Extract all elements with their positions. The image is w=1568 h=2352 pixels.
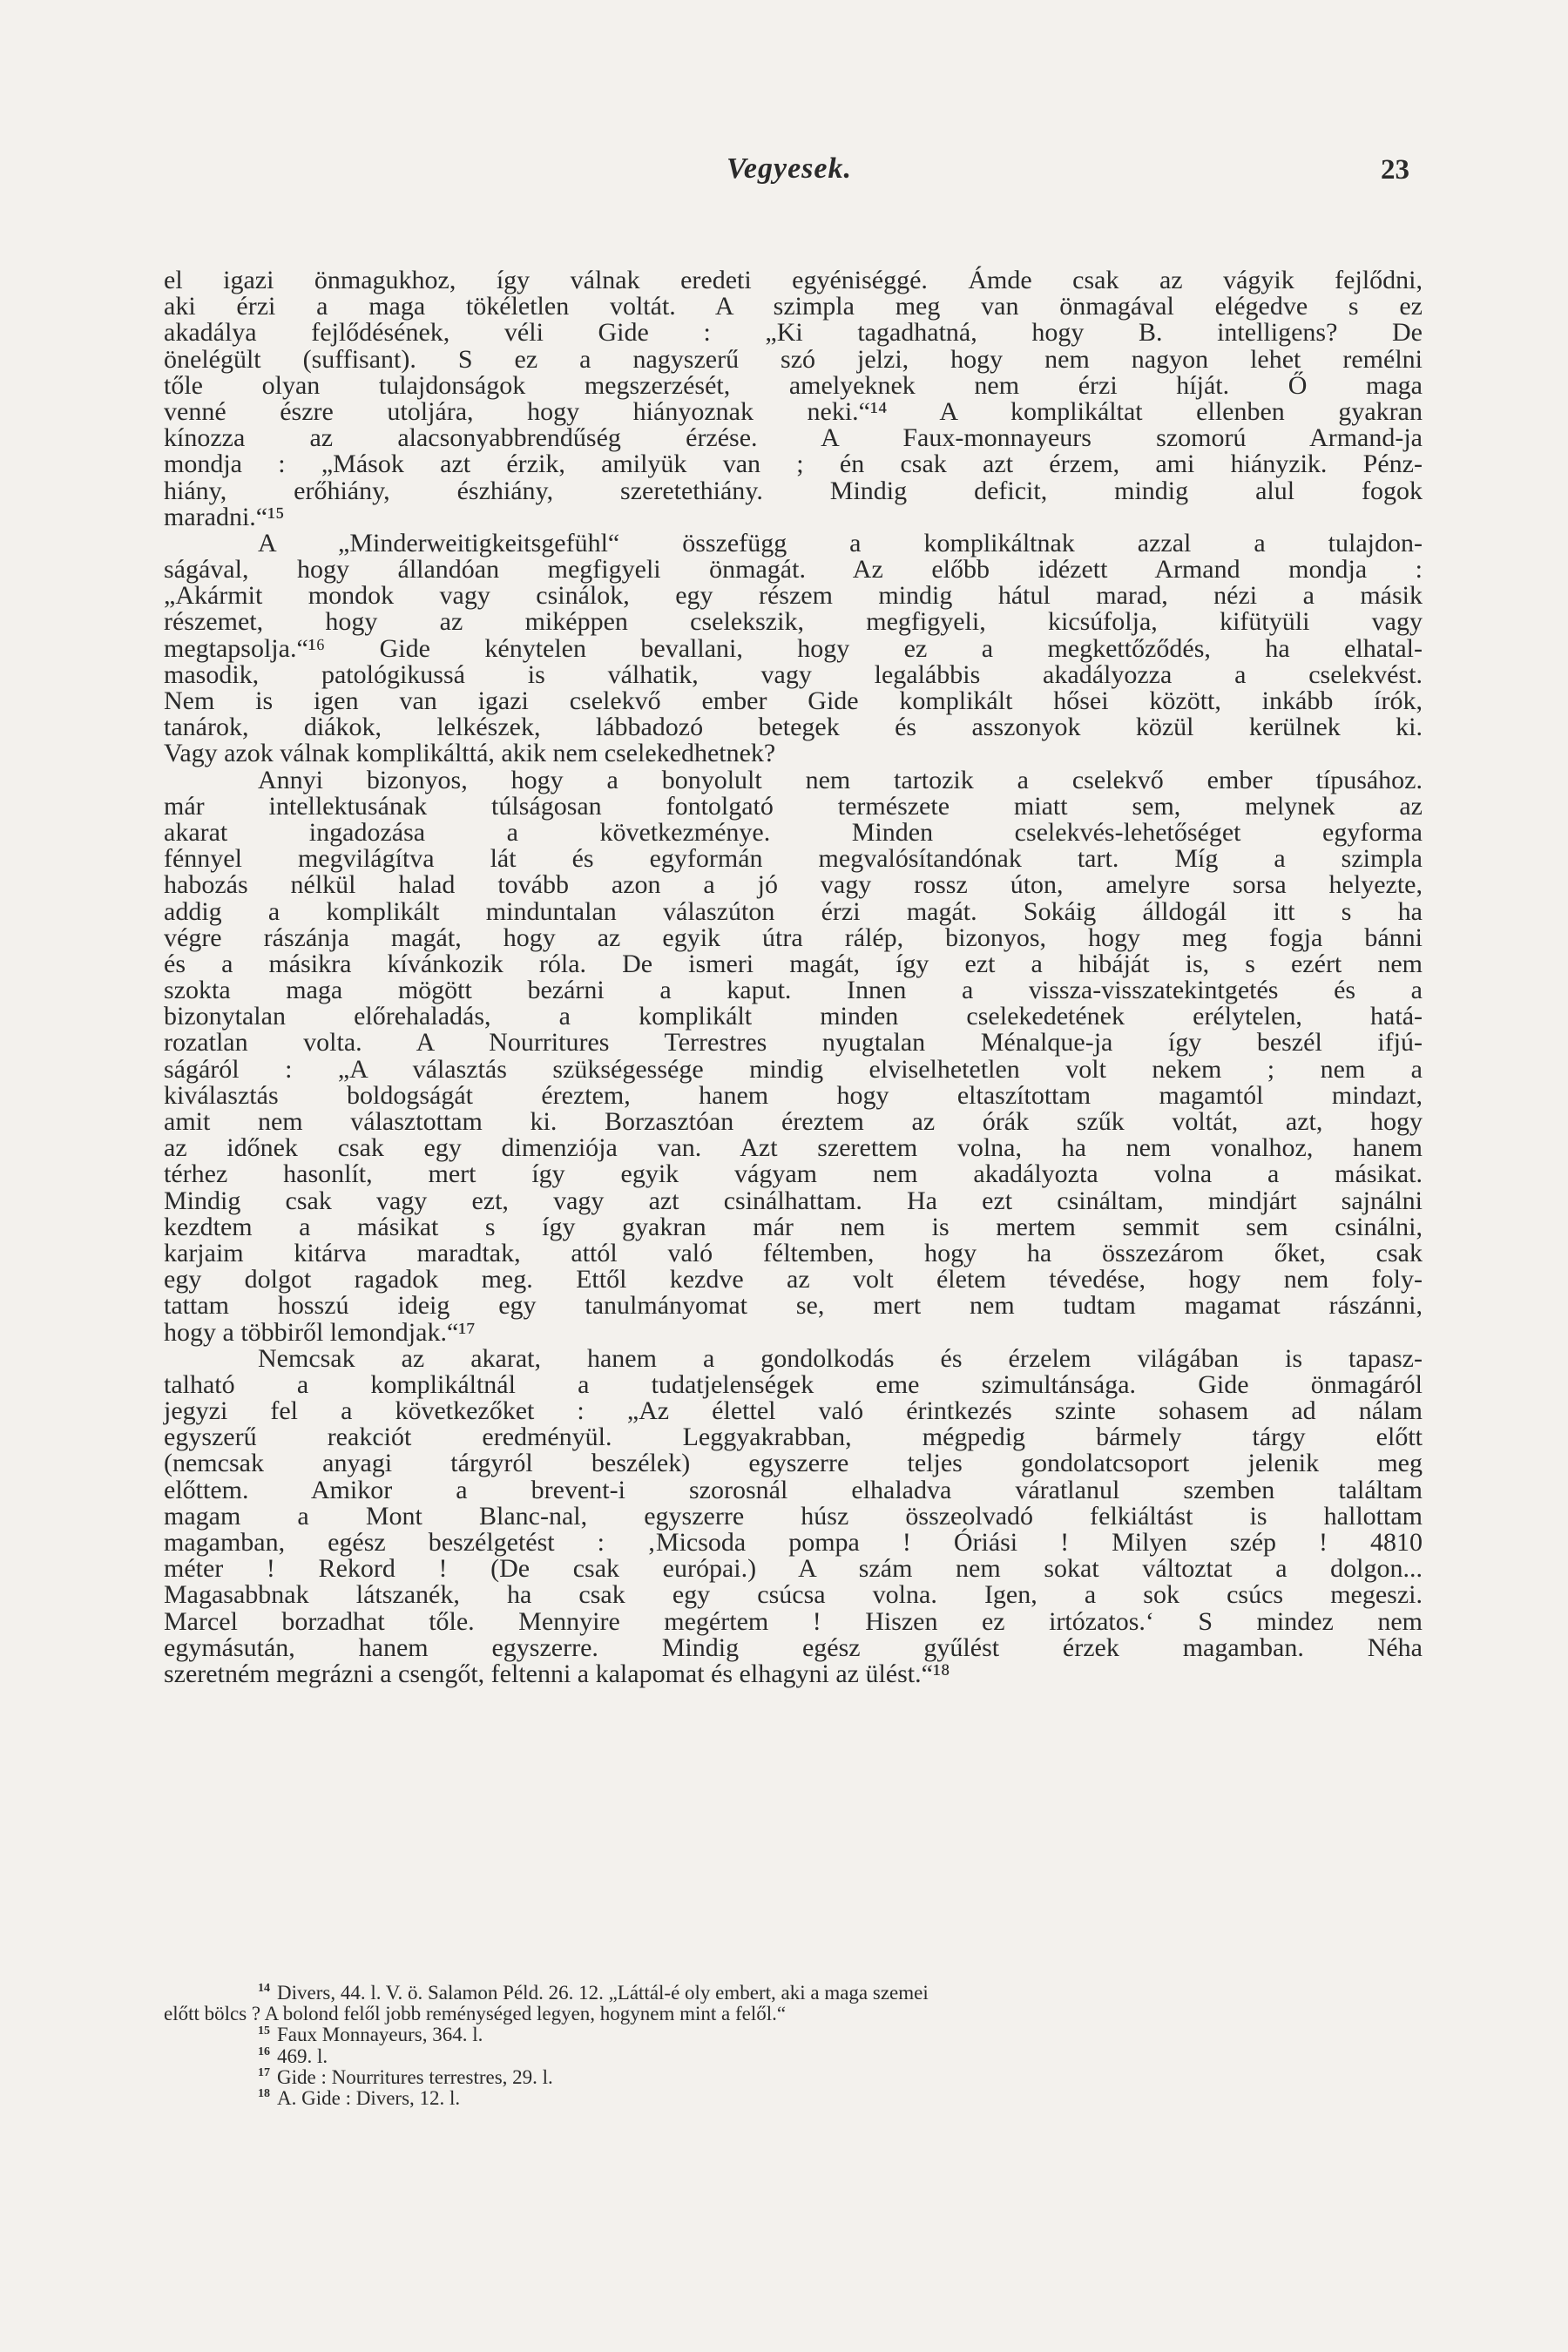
text-line: akadálya fejlődésének, véli Gide : „Ki tagadhatná, hogy B. intelligens? De — [164, 318, 1423, 348]
text-line: előttem. Amikor a brevent-i szorosnál elhaladva váratlanul szemben találtam — [164, 1475, 1423, 1504]
footnote — [164, 2088, 1423, 2109]
text-line: akarat ingadozása a következménye. Minden cselekvés-lehetőséget egyforma — [164, 817, 1423, 847]
text-line: Annyi bizonyos, hogy a bonyolult nem tartozik a cselekvő ember típusához. — [258, 765, 1423, 794]
text-line: jegyzi fel a következőket : „Az élettel való érintkezés szinte sohasem ad nálam — [164, 1396, 1423, 1426]
text-line: tanárok, diákok, lelkészek, lábbadozó betegek és asszonyok közül kerülnek ki. — [164, 713, 1423, 742]
text-line: el igazi önmagukhoz, így válnak eredeti egyéniséggé. Ámde csak az vágyik fejlődni, — [164, 266, 1423, 294]
text-line: A „Minderweitigkeitsgefühl“ összefügg a komplikáltnak azzal a tulajdon- — [258, 528, 1423, 558]
footnote-text: A. Gide : Divers, 12. l. — [277, 2086, 461, 2109]
text-line: egymásután, hanem egyszerre. Mindig egész gyűlést érzek magamban. Néha — [164, 1632, 1423, 1662]
text-line: és a másikra kívánkozik róla. De ismeri magát, így ezt a hibáját is, s ezért nem — [164, 949, 1423, 978]
text-line: habozás nélkül halad tovább azon a jó vagy rossz úton, amelyre sorsa helyezte, — [164, 870, 1423, 900]
text-line: aki érzi a maga tökéletlen voltát. A szimpla meg van önmagával elégedve s ez — [164, 292, 1423, 321]
header-title: Vegyesek. — [727, 152, 853, 185]
footnote — [164, 2004, 1423, 2024]
footnote-number: 15 — [258, 2024, 270, 2038]
text-line: kínozza az alacsonyabbrendűség érzése. A Faux-monnayeurs szomorú Armand-ja — [164, 423, 1423, 453]
text-line: magamban, egész beszélgetést : ‚Micsoda pompa ! Óriási ! Milyen szép ! 4810 — [164, 1528, 1423, 1557]
text-line: karjaim kitárva maradtak, attól való féltemben, hogy ha összezárom őket, csak — [164, 1238, 1423, 1267]
text-line: már intellektusának túlságosan fontolgató természete miatt sem, melynek az — [164, 791, 1423, 821]
text-line: az időnek csak egy dimenziója van. Azt szerettem volna, ha nem vonalhoz, hanem — [164, 1133, 1423, 1163]
text-line: maradni.“¹⁵ — [164, 502, 285, 531]
text-line: egyszerű reakciót eredményül. Leggyakrabban, mégpedig bármely tárgy előtt — [164, 1423, 1423, 1452]
text-line: Marcel borzadhat tőle. Mennyire megértem ! Hiszen ez irtózatos.‘ S mindez nem — [164, 1606, 1423, 1636]
footnote-text: Divers, 44. l. V. ö. Salamon Péld. 26. 12. „Láttál-é oly embert, aki a maga szemei — [277, 1982, 929, 2004]
footnotes — [164, 1983, 1423, 2109]
footnote — [164, 2046, 1423, 2067]
text-line: amit nem választottam ki. Borzasztóan éreztem az órák szűk voltát, azt, hogy — [164, 1107, 1423, 1136]
text-line: térhez hasonlít, mert így egyik vágyam nem akadályozta volna a másikat. — [164, 1159, 1423, 1189]
text-line: masodik, patológikussá is válhatik, vagy legalábbis akadályozza a cselekvést. — [164, 659, 1423, 689]
page-number: 23 — [1381, 154, 1409, 186]
text-line: tőle olyan tulajdonságok megszerzését, amelyeknek nem érzi híját. Ő maga — [164, 370, 1423, 400]
text-line: ságával, hogy állandóan megfigyeli önmagát. Az előbb idézett Armand mondja : — [164, 555, 1423, 585]
text-line: tattam hosszú ideig egy tanulmányomat se, mert nem tudtam magamat rászánni, — [164, 1291, 1423, 1321]
text-line: hiány, erőhiány, észhiány, szeretethiány. Mindig deficit, mindig alul fogok — [164, 476, 1423, 505]
text-line: rozatlan volta. A Nourritures Terrestres nyugtalan Ménalque-ja így beszél ifjú- — [164, 1028, 1423, 1058]
text-line: talható a komplikáltnál a tudatjelenségek eme szimultánsága. Gide önmagáról — [164, 1369, 1423, 1399]
text-line: fénnyel megvilágítva lát és egyformán megvalósítandónak tart. Míg a szimpla — [164, 844, 1423, 874]
footnote-number: 16 — [258, 2044, 270, 2058]
text-line: egy dolgot ragadok meg. Ettől kezdve az volt életem tévedése, hogy nem foly- — [164, 1265, 1423, 1294]
text-line: hogy a többiről lemondjak.“¹⁷ — [164, 1317, 476, 1347]
text-line: Vagy azok válnak komplikálttá, akik nem cselekedhetnek? — [164, 739, 776, 768]
running-head — [0, 152, 1568, 196]
text-line: (nemcsak anyagi tárgyról beszélek) egyszerre teljes gondolatcsoport jelenik meg — [164, 1449, 1423, 1478]
text-line: végre rászánja magát, hogy az egyik útra rálép, bizonyos, hogy meg fogja bánni — [164, 923, 1423, 952]
text-line: Nemcsak az akarat, hanem a gondolkodás és érzelem világában is tapasz- — [258, 1343, 1423, 1373]
text-line: bizonytalan előrehaladás, a komplikált minden cselekedetének erélytelen, hatá- — [164, 1002, 1423, 1031]
text-line: kezdtem a másikat s így gyakran már nem is mertem semmit sem csinálni, — [164, 1212, 1423, 1241]
text-line: megtapsolja.“¹⁶ Gide kénytelen bevallani, hogy ez a megkettőződés, ha elhatal- — [164, 633, 1423, 663]
text-line: részemet, hogy az miképpen cselekszik, megfigyeli, kicsúfolja, kifütyüli vagy — [164, 607, 1423, 637]
text-line: „Akármit mondok vagy csinálok, egy részem mindig hátul marad, nézi a másik — [164, 581, 1423, 611]
text-line: Mindig csak vagy ezt, vagy azt csinálhattam. Ha ezt csináltam, mindjárt sajnálni — [164, 1186, 1423, 1215]
footnote-text: Faux Monnayeurs, 364. l. — [277, 2024, 483, 2046]
text-line: önelégült (suffisant). S ez a nagyszerű szó jelzi, hogy nem nagyon lehet remélni — [164, 344, 1423, 374]
body-text — [164, 267, 1423, 1687]
text-line: Magasabbnak látszanék, ha csak egy csúcsa volna. Igen, a sok csúcs megeszi. — [164, 1580, 1423, 1610]
text-line: szokta maga mögött bezárni a kaput. Innen a vissza-visszatekintgetés és a — [164, 976, 1423, 1005]
footnote — [164, 2067, 1423, 2088]
text-line: magam a Mont Blanc-nal, egyszerre húsz összeolvadó felkiáltást is hallottam — [164, 1501, 1423, 1531]
text-line: Nem is igen van igazi cselekvő ember Gide komplikált hősei között, inkább írók, — [164, 686, 1423, 715]
footnote — [164, 2024, 1423, 2045]
text-line: méter ! Rekord ! (De csak európai.) A szám nem sokat változtat a dolgon... — [164, 1554, 1423, 1584]
footnote-number: 14 — [258, 1982, 270, 1996]
footnote — [164, 1983, 1423, 2004]
text-line: venné észre utoljára, hogy hiányoznak neki.“¹⁴ A komplikáltat ellenben gyakran — [164, 396, 1423, 426]
text-line: addig a komplikált minduntalan válaszúton érzi magát. Sokáig álldogál itt s ha — [164, 896, 1423, 926]
text-line: kiválasztás boldogságát éreztem, hanem hogy eltaszítottam magamtól mindazt, — [164, 1080, 1423, 1110]
text-line: szeretném megrázni a csengőt, feltenni a kalapomat és elhagyni az ülést.“¹⁸ — [164, 1659, 950, 1688]
footnote-number: 17 — [258, 2066, 270, 2080]
footnote-text: előtt bölcs ? A bolond felől jobb reménységed legyen, hogynem mint a felől.“ — [164, 2003, 787, 2025]
text-line: mondja : „Mások azt érzik, amilyük van ; én csak azt érzem, ami hiányzik. Pénz- — [164, 449, 1423, 479]
footnote-number: 18 — [258, 2087, 270, 2101]
footnote-text: Gide : Nourritures terrestres, 29. l. — [277, 2065, 553, 2088]
footnote-text: 469. l. — [277, 2044, 328, 2067]
text-line: ságáról : „A választás szükségessége mindig elviselhetetlen volt nekem ; nem a — [164, 1054, 1423, 1084]
